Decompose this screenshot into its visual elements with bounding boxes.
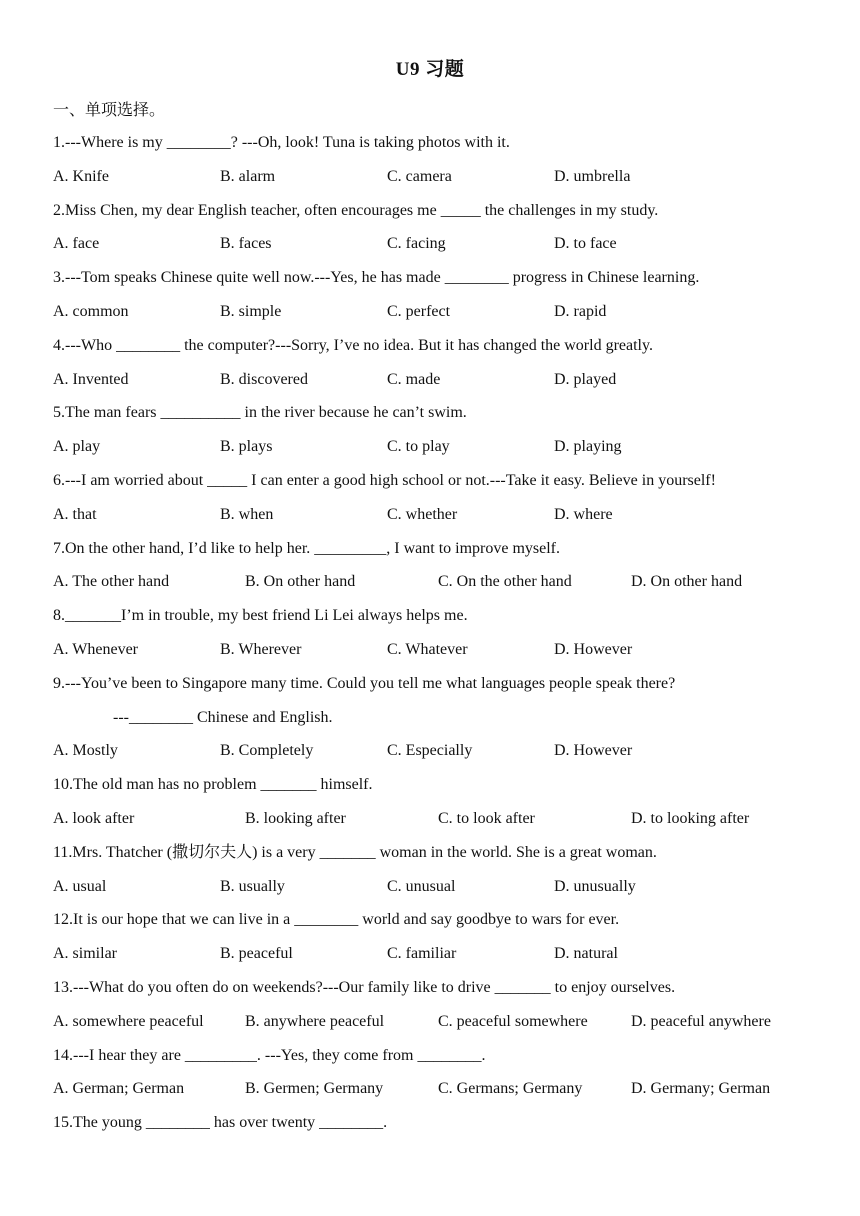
answer-option-a: A. look after	[53, 810, 135, 827]
answer-option-c: C. facing	[387, 235, 446, 253]
answer-option-d: D. unusually	[554, 877, 636, 895]
answer-option-b: B. looking after	[245, 810, 346, 827]
answer-option-a: A. somewhere peaceful	[53, 1012, 204, 1030]
answer-option-b: B. alarm	[220, 167, 276, 185]
answer-option-d: D. natural	[554, 945, 618, 963]
question-stem: 2.Miss Chen, my dear English teacher, often encourages me _____ the challenges in my study.	[53, 201, 659, 219]
question-stem: 1.---Where is my ________? ---Oh, look! Tuna is taking photos with it.	[53, 134, 510, 151]
answer-option-c: C. to play	[387, 438, 450, 456]
answer-option-a: A. Knife	[53, 167, 109, 185]
answer-option-d: D. However	[554, 641, 633, 658]
answer-option-c: C. unusual	[387, 877, 456, 895]
answer-option-a: A. that	[53, 505, 97, 523]
question-stem: 9.---You’ve been to Singapore many time. Could you tell me what languages people speak there?	[53, 674, 676, 692]
answer-option-c: C. whether	[387, 505, 458, 523]
answer-option-a: A. Whenever	[53, 641, 138, 658]
answer-option-b: B. when	[220, 505, 274, 523]
answer-option-a: A. similar	[53, 945, 117, 963]
answer-option-d: D. playing	[554, 438, 622, 456]
answer-option-d: D. played	[554, 370, 617, 388]
page-title: U9 习题	[395, 59, 465, 80]
answer-option-d: D. where	[554, 505, 613, 523]
answer-option-c: C. peaceful somewhere	[438, 1012, 588, 1030]
answer-option-c: C. made	[387, 370, 441, 388]
question-stem-continuation: ---________ Chinese and English.	[113, 708, 333, 726]
answer-option-c: C. Germans; Germany	[438, 1080, 583, 1098]
question-stem: 6.---I am worried about _____ I can enter a good high school or not.---Take it easy. Believe in yourself!	[53, 472, 716, 489]
answer-option-b: B. anywhere peaceful	[245, 1012, 385, 1030]
answer-option-c: C. perfect	[387, 303, 451, 320]
answer-option-d: D. to looking after	[631, 810, 750, 827]
question-stem: 11.Mrs. Thatcher (撒切尔夫人) is a very _______ woman in the world. She is a great woman.	[53, 843, 657, 861]
answer-option-b: B. simple	[220, 303, 282, 320]
question-stem: 8._______I’m in trouble, my best friend Li Lei always helps me.	[53, 607, 468, 625]
answer-option-c: C. familiar	[387, 945, 457, 963]
answer-option-a: A. play	[53, 438, 101, 456]
answer-option-a: A. common	[53, 303, 129, 320]
answer-option-a: A. The other hand	[53, 573, 170, 591]
question-stem: 4.---Who ________ the computer?---Sorry, I’ve no idea. But it has changed the world greatly.	[53, 336, 653, 354]
answer-option-d: D. On other hand	[631, 573, 743, 591]
answer-option-d: D. However	[554, 742, 633, 760]
question-stem: 13.---What do you often do on weekends?---Our family like to drive _______ to enjoy ourselves.	[53, 979, 676, 996]
question-stem: 14.---I hear they are _________. ---Yes, they come from ________.	[53, 1046, 486, 1064]
answer-option-b: B. plays	[220, 438, 273, 456]
section-heading: 一、单项选择。	[53, 102, 166, 119]
answer-option-a: A. Mostly	[53, 742, 118, 760]
answer-option-b: B. discovered	[220, 370, 308, 388]
answer-option-c: C. Especially	[387, 742, 473, 760]
answer-option-c: C. camera	[387, 167, 452, 185]
question-stem: 12.It is our hope that we can live in a ________ world and say goodbye to wars for ever.	[53, 911, 620, 929]
answer-option-d: D. to face	[554, 235, 617, 253]
question-stem: 7.On the other hand, I’d like to help her. _________, I want to improve myself.	[53, 539, 561, 557]
question-stem: 3.---Tom speaks Chinese quite well now.---Yes, he has made ________ progress in Chinese learning.	[53, 269, 700, 287]
question-stem: 10.The old man has no problem _______ himself.	[53, 776, 373, 794]
answer-option-d: D. peaceful anywhere	[631, 1012, 771, 1030]
answer-option-d: D. rapid	[554, 303, 607, 320]
answer-option-c: C. Whatever	[387, 641, 468, 658]
answer-option-b: B. Germen; Germany	[245, 1080, 384, 1098]
answer-option-d: D. umbrella	[554, 167, 631, 185]
answer-option-b: B. peaceful	[220, 945, 293, 963]
answer-option-b: B. usually	[220, 877, 285, 895]
answer-option-d: D. Germany; German	[631, 1080, 771, 1098]
answer-option-b: B. Wherever	[220, 641, 302, 658]
question-stem: 15.The young ________ has over twenty ________.	[53, 1114, 388, 1132]
answer-option-a: A. face	[53, 235, 100, 253]
answer-option-b: B. faces	[220, 235, 272, 253]
answer-option-b: B. On other hand	[245, 573, 356, 591]
answer-option-c: C. On the other hand	[438, 573, 572, 591]
answer-option-c: C. to look after	[438, 810, 535, 827]
answer-option-b: B. Completely	[220, 742, 314, 760]
answer-option-a: A. Invented	[53, 370, 129, 388]
answer-option-a: A. usual	[53, 877, 107, 895]
question-stem: 5.The man fears __________ in the river because he can’t swim.	[53, 404, 467, 422]
answer-option-a: A. German; German	[53, 1080, 185, 1098]
